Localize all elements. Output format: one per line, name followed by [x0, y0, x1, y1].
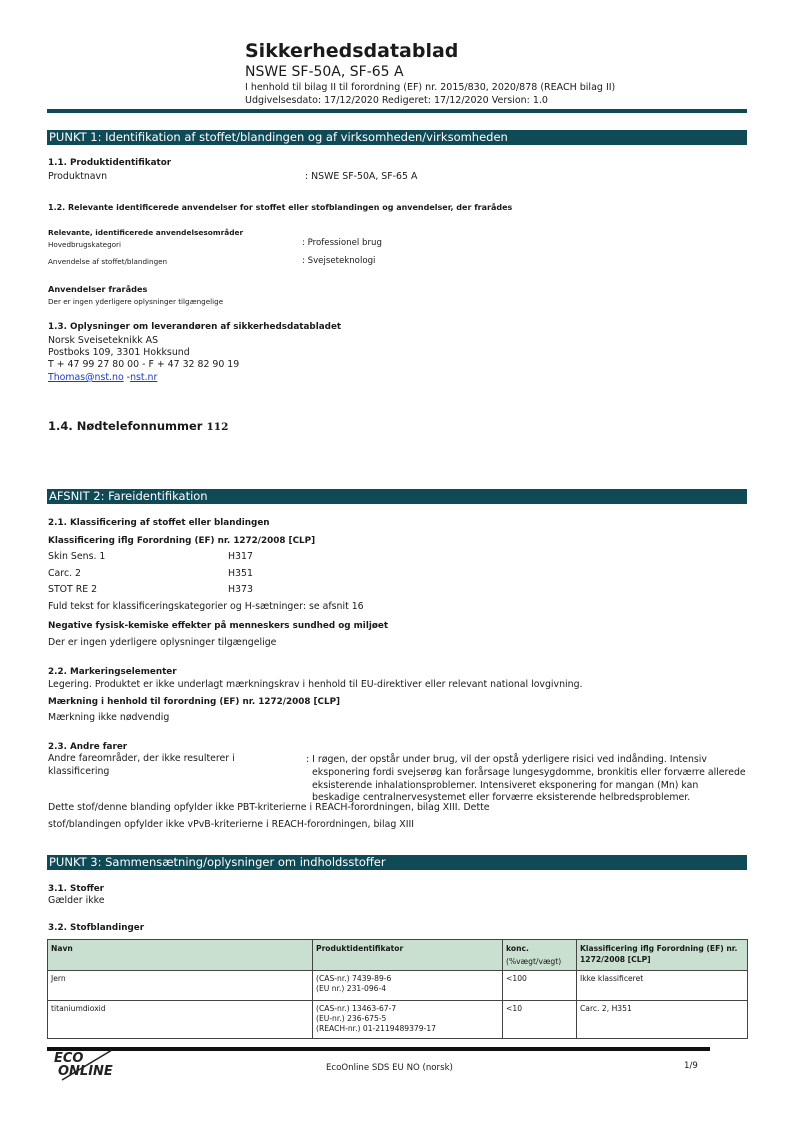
company-address: Postboks 109, 3301 Hokksund: [48, 347, 190, 358]
section1-band: PUNKT 1: Identifikation af stoffet/blandingen og af virksomheden/virksomheden: [47, 130, 747, 145]
class-cat-2: Carc. 2: [48, 568, 82, 579]
advised-text: Der er ingen yderligere oplysninger tilgængelige: [48, 297, 224, 306]
row-name: Jern: [48, 971, 313, 1001]
logo-line-1: ECO: [54, 1051, 84, 1066]
class-code-2: H351: [228, 568, 253, 579]
emergency-number: 112: [206, 421, 229, 433]
row-class: Ikke klassificeret: [577, 971, 748, 1001]
logo-line-2: ONLINE: [58, 1064, 113, 1079]
col-header-classification: Klassificering iflg Forordning (EF) nr. 1272/2008 [CLP]: [577, 940, 748, 971]
class-cat-3: STOT RE 2: [48, 584, 98, 595]
labelling-text: Mærkning ikke nødvendig: [48, 712, 170, 723]
table-row: [48, 1001, 748, 1039]
contact-links: [48, 372, 157, 383]
s22-heading: 2.2. Markeringselementer: [48, 667, 177, 677]
pbt-text: Dette stof/denne blanding opfylder ikke PBT-kriterierne i REACH-forordningen, bilag XIII. Dette: [48, 802, 490, 813]
clp-heading: Klassificering iflg Forordning (EF) nr. 1272/2008 [CLP]: [48, 536, 316, 546]
document-title: Sikkerhedsdatablad: [245, 40, 459, 62]
conc-unit: (%vægt/vægt): [506, 957, 562, 966]
col-header-name: Navn: [48, 940, 313, 971]
row-conc: <100: [503, 971, 577, 1001]
row-name: titaniumdioxid: [48, 1001, 313, 1039]
s12-heading: 1.2. Relevante identificerede anvendelser for stoffet eller stofblandingen og anvendelser, der frarådes: [48, 203, 513, 212]
table-header-row: [48, 940, 748, 971]
row-id: (CAS-nr.) 7439-89-6: [316, 974, 392, 983]
labelling-heading: Mærkning i henhold til forordning (EF) nr. 1272/2008 [CLP]: [48, 697, 341, 707]
table-row: [48, 971, 748, 1001]
vpvb-text: stof/blandingen opfylder ikke vPvB-kriterierne i REACH-forordningen, bilag XIII: [48, 819, 415, 830]
regulation-line: I henhold til bilag II til forordning (EF) nr. 2015/830, 2020/878 (REACH bilag II): [245, 82, 616, 93]
row-id: (EU nr.) 231-096-4: [316, 984, 387, 993]
link-separator: -: [123, 372, 131, 383]
s23-heading: 2.3. Andre farer: [48, 742, 128, 752]
main-use-label: Hovedbrugskategori: [48, 240, 122, 249]
neg-effects-heading: Negative fysisk-kemiske effekter på menneskers sundhed og miljøet: [48, 621, 389, 631]
s32-heading: 3.2. Stofblandinger: [48, 923, 145, 933]
class-code-3: H373: [228, 584, 253, 595]
neg-effects-text: Der er ingen yderligere oplysninger tilgængelige: [48, 637, 277, 648]
website-link[interactable]: nst.nr: [130, 372, 158, 383]
other-hazards-label: Andre fareområder, der ikke resulterer i klassificering: [48, 753, 235, 777]
s31-text: Gælder ikke: [48, 895, 105, 906]
section3-band: PUNKT 3: Sammensætning/oplysninger om indholdsstoffer: [47, 855, 747, 870]
row-ids: [313, 971, 503, 1001]
row-class: Carc. 2, H351: [577, 1001, 748, 1039]
product-name-value: : NSWE SF-50A, SF-65 A: [305, 171, 418, 182]
section2-band: AFSNIT 2: Fareidentifikation: [47, 489, 747, 504]
use-label: Anvendelse af stoffet/blandingen: [48, 257, 168, 266]
conc-label: konc.: [506, 944, 529, 953]
class-cat-1: Skin Sens. 1: [48, 551, 106, 562]
full-text-note: Fuld tekst for klassificeringskategorier og H-sætninger: se afsnit 16: [48, 601, 364, 612]
other-hazards-value: : I røgen, der opstår under brug, vil der opstå yderligere risici ved indånding. Intensiv eksponering fordi svejserøg kan forårsage lungesygdomme, bronkitis eller forværre allerede eksisterende inhalationsproblemer. Intensiveret eksponering for mangan (Mn) kan beskadige centralnervesystemet eller forværre eksisterende helbredsproblemer.: [306, 754, 746, 804]
row-ids: [313, 1001, 503, 1039]
s21-heading: 2.1. Klassificering af stoffet eller blandingen: [48, 518, 270, 528]
col-header-conc: [503, 940, 577, 971]
company-name: Norsk Sveiseteknikk AS: [48, 335, 159, 346]
dates-line: Udgivelsesdato: 17/12/2020 Redigeret: 17/12/2020 Version: 1.0: [245, 95, 548, 106]
s14-heading: 1.4. Nødtelefonnummer: [48, 419, 203, 433]
product-name-heading: NSWE SF-50A, SF-65 A: [245, 64, 404, 80]
footer-rule: [47, 1047, 710, 1051]
header-rule: [47, 109, 747, 113]
class-code-1: H317: [228, 551, 253, 562]
row-id: (REACH-nr.) 01-2119489379-17: [316, 1024, 436, 1033]
footer-center-text: EcoOnline SDS EU NO (norsk): [326, 1063, 453, 1073]
uses-heading: Relevante, identificerede anvendelsesområder: [48, 228, 244, 237]
row-id: (CAS-nr.) 13463-67-7: [316, 1004, 397, 1013]
composition-table: [47, 939, 748, 1039]
s22-text: Legering. Produktet er ikke underlagt mærkningskrav i henhold til EU-direktiver eller relevant national lovgivning.: [48, 679, 583, 690]
s31-heading: 3.1. Stoffer: [48, 884, 105, 894]
s11-heading: 1.1. Produktidentifikator: [48, 158, 172, 168]
page-number: 1/9: [684, 1061, 698, 1071]
s13-heading: 1.3. Oplysninger om leverandøren af sikkerhedsdatabladet: [48, 322, 342, 332]
use-value: : Svejseteknologi: [302, 256, 376, 266]
main-use-value: : Professionel brug: [302, 238, 382, 248]
s14-heading-line: [48, 419, 228, 433]
advised-heading: Anvendelser frarådes: [48, 284, 148, 294]
logo-swoosh-icon: [60, 1048, 120, 1082]
email-link[interactable]: Thomas@nst.no: [48, 372, 124, 383]
col-header-identifier: Produktidentifikator: [313, 940, 503, 971]
row-id: (EU-nr.) 236-675-5: [316, 1014, 387, 1023]
company-phone: T + 47 99 27 80 00 - F + 47 32 82 90 19: [48, 359, 240, 370]
row-conc: <10: [503, 1001, 577, 1039]
product-name-label: Produktnavn: [48, 171, 108, 182]
